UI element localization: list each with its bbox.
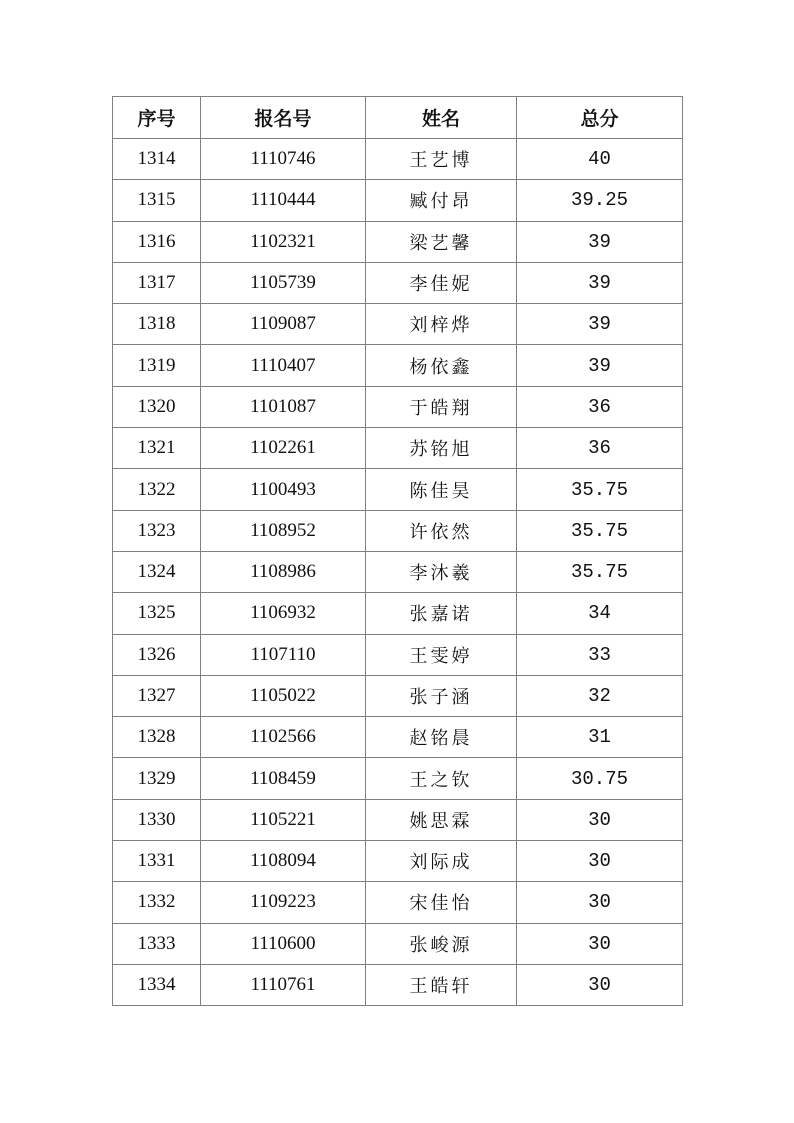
cell-reg-no: 1108986 [201,551,366,592]
table-row [113,262,683,303]
cell-name: 刘际成 [366,841,517,882]
header-total: 总分 [517,97,683,139]
cell-reg-no: 1108094 [201,841,366,882]
table-header [113,97,683,139]
cell-seq: 1321 [113,428,201,469]
cell-seq: 1334 [113,964,201,1005]
cell-reg-no: 1105022 [201,675,366,716]
cell-seq: 1332 [113,882,201,923]
cell-seq: 1318 [113,304,201,345]
cell-total: 39 [517,345,683,386]
table-row [113,551,683,592]
cell-reg-no: 1105221 [201,799,366,840]
cell-total: 31 [517,717,683,758]
table-row [113,717,683,758]
table-row [113,221,683,262]
score-table [112,96,683,1006]
cell-reg-no: 1110407 [201,345,366,386]
header-reg-no: 报名号 [201,97,366,139]
cell-name: 梁艺馨 [366,221,517,262]
header-seq: 序号 [113,97,201,139]
cell-reg-no: 1102566 [201,717,366,758]
cell-name: 苏铭旭 [366,428,517,469]
cell-total: 30.75 [517,758,683,799]
table-row [113,180,683,221]
table-row [113,841,683,882]
table-row [113,469,683,510]
cell-seq: 1331 [113,841,201,882]
cell-total: 30 [517,799,683,840]
cell-reg-no: 1108952 [201,510,366,551]
cell-reg-no: 1102261 [201,428,366,469]
cell-total: 34 [517,593,683,634]
cell-reg-no: 1100493 [201,469,366,510]
cell-name: 王雯婷 [366,634,517,675]
cell-total: 36 [517,428,683,469]
cell-name: 陈佳昊 [366,469,517,510]
cell-seq: 1320 [113,386,201,427]
cell-total: 39.25 [517,180,683,221]
cell-seq: 1316 [113,221,201,262]
table-row [113,758,683,799]
cell-reg-no: 1107110 [201,634,366,675]
cell-total: 33 [517,634,683,675]
table-row [113,964,683,1005]
cell-seq: 1314 [113,139,201,180]
header-row [113,97,683,139]
cell-total: 36 [517,386,683,427]
cell-name: 张子涵 [366,675,517,716]
cell-seq: 1319 [113,345,201,386]
cell-name: 赵铭晨 [366,717,517,758]
cell-name: 刘梓烨 [366,304,517,345]
cell-name: 许依然 [366,510,517,551]
cell-total: 32 [517,675,683,716]
cell-seq: 1333 [113,923,201,964]
cell-seq: 1323 [113,510,201,551]
cell-total: 39 [517,262,683,303]
cell-name: 王之钦 [366,758,517,799]
cell-seq: 1322 [113,469,201,510]
cell-total: 39 [517,221,683,262]
cell-reg-no: 1106932 [201,593,366,634]
cell-reg-no: 1110746 [201,139,366,180]
cell-name: 张嘉诺 [366,593,517,634]
cell-reg-no: 1105739 [201,262,366,303]
cell-total: 40 [517,139,683,180]
cell-seq: 1326 [113,634,201,675]
cell-reg-no: 1108459 [201,758,366,799]
cell-name: 臧付昂 [366,180,517,221]
cell-seq: 1324 [113,551,201,592]
cell-seq: 1325 [113,593,201,634]
cell-reg-no: 1110444 [201,180,366,221]
cell-name: 姚思霖 [366,799,517,840]
cell-total: 35.75 [517,469,683,510]
cell-name: 张峻源 [366,923,517,964]
cell-name: 李佳妮 [366,262,517,303]
table-row [113,634,683,675]
header-name: 姓名 [366,97,517,139]
table-row [113,675,683,716]
cell-total: 39 [517,304,683,345]
cell-name: 李沐羲 [366,551,517,592]
table-row [113,593,683,634]
table-row [113,345,683,386]
table-row [113,799,683,840]
cell-name: 杨依鑫 [366,345,517,386]
cell-name: 宋佳怡 [366,882,517,923]
cell-total: 35.75 [517,551,683,592]
cell-seq: 1327 [113,675,201,716]
table-row [113,428,683,469]
cell-seq: 1330 [113,799,201,840]
table-row [113,139,683,180]
cell-reg-no: 1109087 [201,304,366,345]
cell-total: 35.75 [517,510,683,551]
cell-seq: 1317 [113,262,201,303]
table-row [113,386,683,427]
table-row [113,304,683,345]
cell-total: 30 [517,882,683,923]
cell-seq: 1329 [113,758,201,799]
table-body [113,139,683,1006]
cell-reg-no: 1101087 [201,386,366,427]
cell-reg-no: 1110600 [201,923,366,964]
cell-reg-no: 1110761 [201,964,366,1005]
table-row [113,882,683,923]
cell-seq: 1328 [113,717,201,758]
table-row [113,923,683,964]
cell-name: 王皓轩 [366,964,517,1005]
cell-total: 30 [517,841,683,882]
cell-total: 30 [517,964,683,1005]
cell-reg-no: 1102321 [201,221,366,262]
cell-seq: 1315 [113,180,201,221]
table-row [113,510,683,551]
cell-total: 30 [517,923,683,964]
cell-name: 于皓翔 [366,386,517,427]
cell-reg-no: 1109223 [201,882,366,923]
cell-name: 王艺博 [366,139,517,180]
